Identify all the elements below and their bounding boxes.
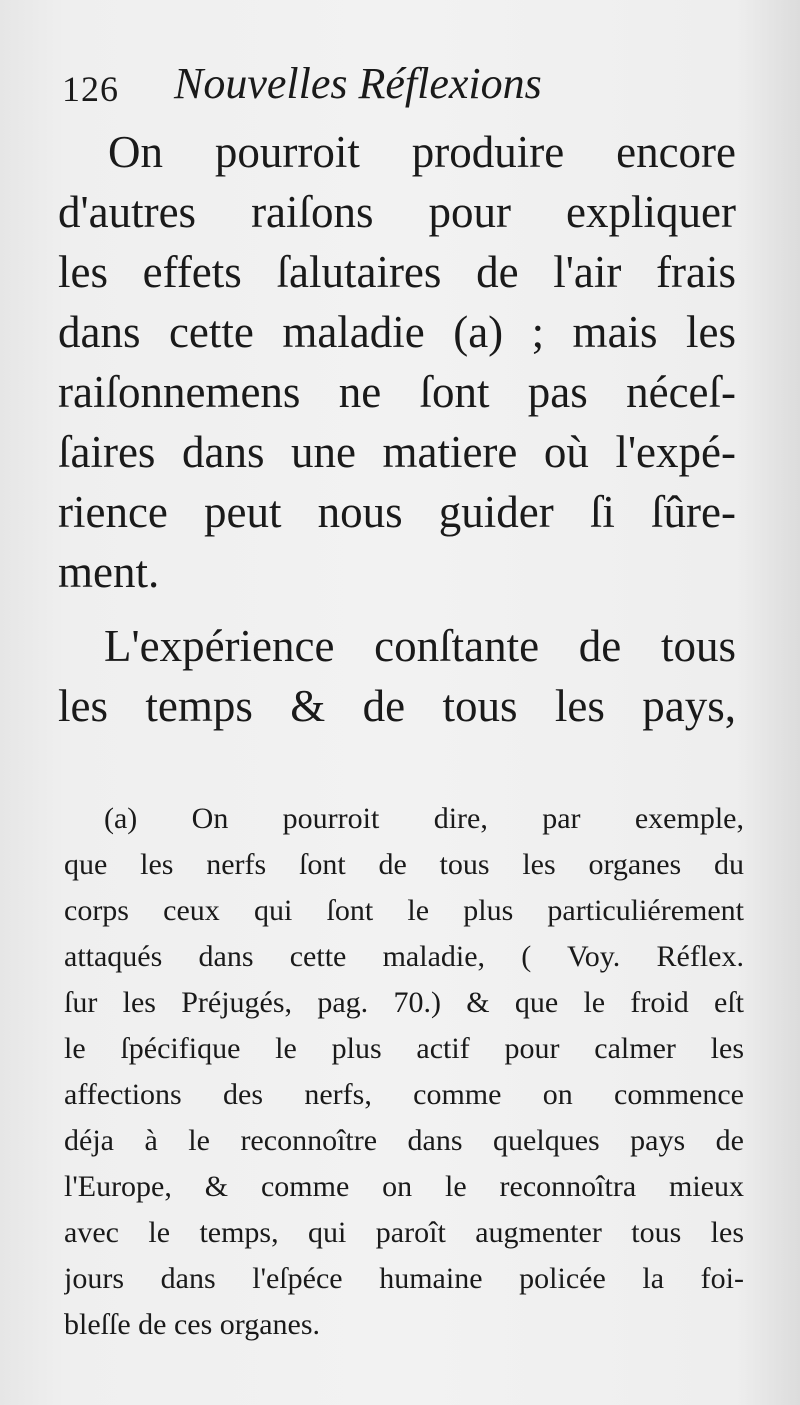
footnote-line: jours dans l'eſpéce humaine policée la foi- xyxy=(64,1262,744,1295)
text-line: d'autres raiſons pour expliquer xyxy=(58,187,736,237)
footnote-line: déja à le reconnoître dans quelques pays de xyxy=(64,1124,744,1157)
footnote-line: attaqués dans cette maladie, ( Voy. Réflex. xyxy=(64,940,744,973)
running-title: Nouvelles Réflexions xyxy=(174,59,542,108)
text-line: les temps & de tous les pays, xyxy=(58,681,736,731)
text-line: ſaires dans une matiere où l'expé- xyxy=(58,427,736,477)
text-line: On pourroit produire encore xyxy=(108,127,736,177)
footnote-line: ſur les Préjugés, pag. 70.) & que le froid eſt xyxy=(64,986,744,1019)
page-header xyxy=(62,58,752,118)
text-line: les effets ſalutaires de l'air frais xyxy=(58,247,736,297)
text-line: raiſonnemens ne ſont pas néceſ- xyxy=(58,367,736,417)
footnote-line: le ſpécifique le plus actif pour calmer les xyxy=(64,1032,744,1065)
text-line: L'expérience conſtante de tous xyxy=(104,621,736,671)
footnote-line: (a) On pourroit dire, par exemple, xyxy=(104,802,744,835)
footnote-line: avec le temps, qui paroît augmenter tous les xyxy=(64,1216,744,1249)
page-number: 126 xyxy=(62,69,119,109)
footnote-line: que les nerfs ſont de tous les organes du xyxy=(64,848,744,881)
footnote-line: l'Europe, & comme on le reconnoîtra mieux xyxy=(64,1170,744,1203)
text-line: dans cette maladie (a) ; mais les xyxy=(58,307,736,357)
text-line: rience peut nous guider ſi ſûre- xyxy=(58,487,736,537)
footnote-line: bleſſe de ces organes. xyxy=(64,1308,321,1341)
footnote-line: corps ceux qui ſont le plus particuliérement xyxy=(64,894,744,927)
footnote-line: affections des nerfs, comme on commence xyxy=(64,1078,744,1111)
text-line: ment. xyxy=(58,547,160,597)
